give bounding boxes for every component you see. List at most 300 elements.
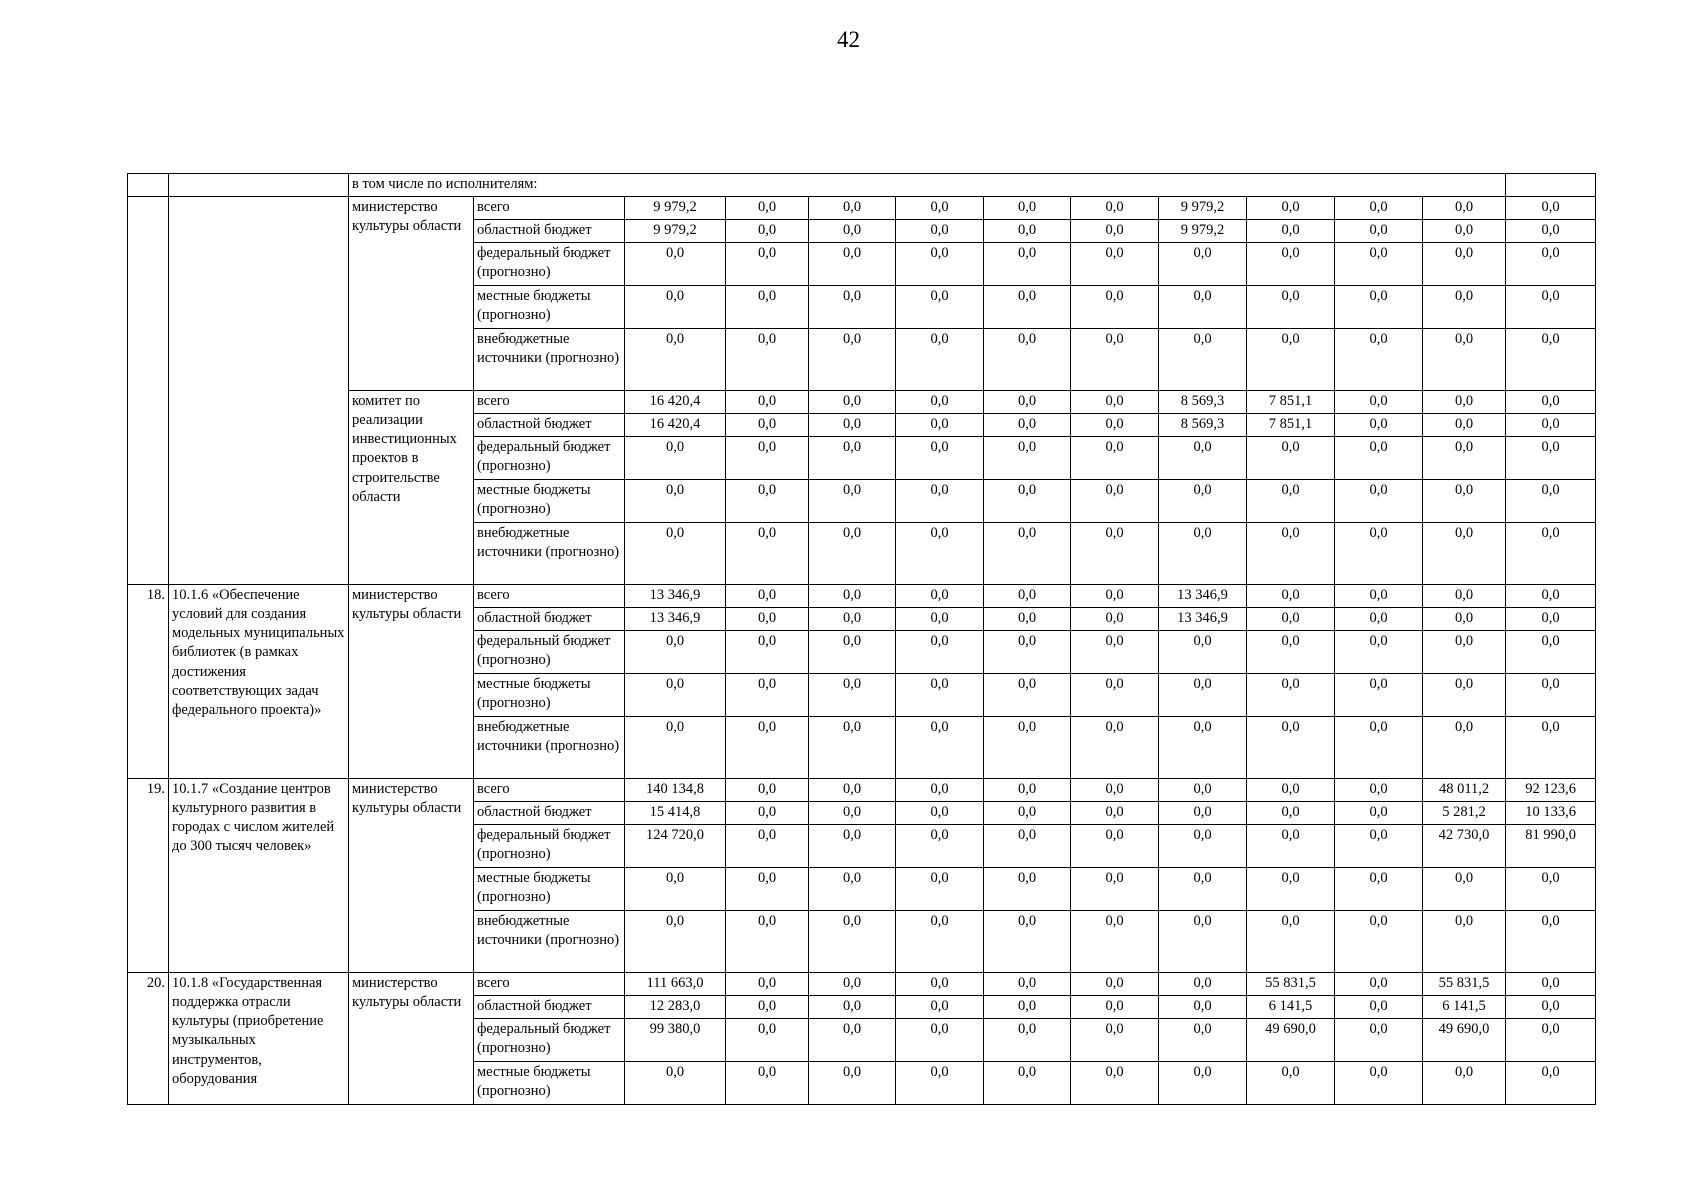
value-cell: 0,0 bbox=[1335, 437, 1423, 480]
source-cell: всего bbox=[474, 197, 625, 220]
value-cell: 0,0 bbox=[1335, 523, 1423, 585]
value-cell: 0,0 bbox=[1159, 996, 1247, 1019]
value-cell: 0,0 bbox=[1159, 674, 1247, 717]
value-cell: 0,0 bbox=[1247, 779, 1335, 802]
value-cell: 0,0 bbox=[726, 585, 809, 608]
value-cell: 0,0 bbox=[809, 911, 896, 973]
value-cell: 0,0 bbox=[809, 717, 896, 779]
event-cell: 10.1.6 «Обеспечение условий для создания модельных муниципальных библиотек (в рамках достижения соответствующих задач федерального проекта)» bbox=[169, 585, 349, 779]
source-cell: внебюджетные источники (прогнозно) bbox=[474, 717, 625, 779]
value-cell: 0,0 bbox=[984, 480, 1071, 523]
value-cell: 0,0 bbox=[984, 391, 1071, 414]
value-cell: 0,0 bbox=[1159, 437, 1247, 480]
value-cell: 0,0 bbox=[984, 197, 1071, 220]
source-cell: федеральный бюджет (прогнозно) bbox=[474, 631, 625, 674]
num-cell: 20. bbox=[128, 973, 169, 1105]
event-cell bbox=[169, 174, 349, 197]
value-cell: 0,0 bbox=[1247, 717, 1335, 779]
value-cell: 0,0 bbox=[1506, 480, 1596, 523]
value-cell: 0,0 bbox=[809, 631, 896, 674]
value-cell: 0,0 bbox=[1071, 437, 1159, 480]
table-row bbox=[128, 197, 1596, 220]
num-cell: 18. bbox=[128, 585, 169, 779]
value-cell: 55 831,5 bbox=[1423, 973, 1506, 996]
value-cell: 0,0 bbox=[896, 391, 984, 414]
value-cell: 0,0 bbox=[1506, 585, 1596, 608]
value-cell: 0,0 bbox=[1423, 523, 1506, 585]
value-cell: 0,0 bbox=[1247, 608, 1335, 631]
value-cell: 0,0 bbox=[1335, 480, 1423, 523]
value-cell: 0,0 bbox=[1071, 414, 1159, 437]
value-cell: 0,0 bbox=[1247, 197, 1335, 220]
value-cell: 0,0 bbox=[1159, 480, 1247, 523]
value-cell: 0,0 bbox=[1423, 220, 1506, 243]
value-cell: 0,0 bbox=[1071, 996, 1159, 1019]
value-cell: 0,0 bbox=[726, 973, 809, 996]
value-cell: 0,0 bbox=[809, 779, 896, 802]
source-cell: областной бюджет bbox=[474, 996, 625, 1019]
value-cell: 0,0 bbox=[1506, 437, 1596, 480]
value-cell: 0,0 bbox=[896, 1019, 984, 1062]
value-cell: 0,0 bbox=[726, 480, 809, 523]
value-cell: 0,0 bbox=[726, 802, 809, 825]
executor-cell: министерство культуры области bbox=[349, 197, 474, 391]
value-cell: 0,0 bbox=[1071, 286, 1159, 329]
value-cell: 0,0 bbox=[1071, 243, 1159, 286]
value-cell: 0,0 bbox=[1159, 523, 1247, 585]
value-cell: 0,0 bbox=[1423, 197, 1506, 220]
value-cell: 16 420,4 bbox=[625, 414, 726, 437]
value-cell: 0,0 bbox=[1335, 802, 1423, 825]
value-cell: 0,0 bbox=[1335, 329, 1423, 391]
value-cell: 0,0 bbox=[1423, 717, 1506, 779]
value-cell: 13 346,9 bbox=[625, 585, 726, 608]
value-cell: 9 979,2 bbox=[625, 220, 726, 243]
value-cell: 0,0 bbox=[1506, 243, 1596, 286]
value-cell: 0,0 bbox=[1506, 996, 1596, 1019]
value-cell: 0,0 bbox=[726, 391, 809, 414]
value-cell: 0,0 bbox=[625, 523, 726, 585]
value-cell: 0,0 bbox=[625, 437, 726, 480]
value-cell: 0,0 bbox=[896, 220, 984, 243]
value-cell: 0,0 bbox=[726, 911, 809, 973]
value-cell: 0,0 bbox=[896, 825, 984, 868]
executor-cell: министерство культуры области bbox=[349, 779, 474, 973]
value-cell: 0,0 bbox=[625, 329, 726, 391]
value-cell: 0,0 bbox=[809, 197, 896, 220]
source-cell: внебюджетные источники (прогнозно) bbox=[474, 911, 625, 973]
value-cell: 0,0 bbox=[1335, 631, 1423, 674]
value-cell: 0,0 bbox=[1423, 329, 1506, 391]
value-cell: 0,0 bbox=[896, 802, 984, 825]
value-cell: 0,0 bbox=[1335, 717, 1423, 779]
value-cell: 0,0 bbox=[1159, 779, 1247, 802]
num-cell bbox=[128, 197, 169, 585]
table-row bbox=[128, 779, 1596, 802]
value-cell: 0,0 bbox=[809, 585, 896, 608]
source-cell: внебюджетные источники (прогнозно) bbox=[474, 329, 625, 391]
value-cell: 0,0 bbox=[1071, 480, 1159, 523]
value-cell: 0,0 bbox=[1247, 286, 1335, 329]
value-cell: 0,0 bbox=[1159, 243, 1247, 286]
empty-cell bbox=[1506, 174, 1596, 197]
value-cell: 0,0 bbox=[625, 480, 726, 523]
value-cell: 0,0 bbox=[896, 717, 984, 779]
value-cell: 0,0 bbox=[1159, 717, 1247, 779]
value-cell: 0,0 bbox=[1071, 779, 1159, 802]
value-cell: 0,0 bbox=[726, 243, 809, 286]
value-cell: 0,0 bbox=[809, 286, 896, 329]
source-cell: всего bbox=[474, 585, 625, 608]
value-cell: 0,0 bbox=[984, 437, 1071, 480]
value-cell: 0,0 bbox=[1506, 1062, 1596, 1105]
table-row bbox=[128, 391, 1596, 414]
value-cell: 0,0 bbox=[809, 608, 896, 631]
value-cell: 0,0 bbox=[1423, 868, 1506, 911]
value-cell: 0,0 bbox=[809, 825, 896, 868]
table-row bbox=[128, 585, 1596, 608]
value-cell: 0,0 bbox=[896, 437, 984, 480]
value-cell: 0,0 bbox=[1071, 802, 1159, 825]
value-cell: 0,0 bbox=[896, 608, 984, 631]
value-cell: 0,0 bbox=[1423, 480, 1506, 523]
value-cell: 0,0 bbox=[984, 1062, 1071, 1105]
value-cell: 0,0 bbox=[726, 437, 809, 480]
value-cell: 111 663,0 bbox=[625, 973, 726, 996]
source-cell: федеральный бюджет (прогнозно) bbox=[474, 437, 625, 480]
value-cell: 0,0 bbox=[1247, 674, 1335, 717]
value-cell: 10 133,6 bbox=[1506, 802, 1596, 825]
source-cell: местные бюджеты (прогнозно) bbox=[474, 868, 625, 911]
value-cell: 0,0 bbox=[809, 802, 896, 825]
source-cell: областной бюджет bbox=[474, 414, 625, 437]
value-cell: 0,0 bbox=[625, 717, 726, 779]
value-cell: 42 730,0 bbox=[1423, 825, 1506, 868]
value-cell: 0,0 bbox=[1071, 631, 1159, 674]
value-cell: 0,0 bbox=[726, 286, 809, 329]
value-cell: 5 281,2 bbox=[1423, 802, 1506, 825]
value-cell: 0,0 bbox=[726, 825, 809, 868]
subheader-cell: в том числе по исполнителям: bbox=[349, 174, 1506, 197]
value-cell: 0,0 bbox=[1335, 779, 1423, 802]
executor-cell: министерство культуры области bbox=[349, 585, 474, 779]
value-cell: 0,0 bbox=[726, 779, 809, 802]
value-cell: 124 720,0 bbox=[625, 825, 726, 868]
value-cell: 0,0 bbox=[896, 480, 984, 523]
value-cell: 0,0 bbox=[1423, 243, 1506, 286]
value-cell: 0,0 bbox=[1247, 911, 1335, 973]
value-cell: 0,0 bbox=[896, 414, 984, 437]
value-cell: 0,0 bbox=[1159, 802, 1247, 825]
value-cell: 49 690,0 bbox=[1423, 1019, 1506, 1062]
value-cell: 0,0 bbox=[1247, 437, 1335, 480]
value-cell: 0,0 bbox=[1506, 717, 1596, 779]
source-cell: федеральный бюджет (прогнозно) bbox=[474, 243, 625, 286]
value-cell: 0,0 bbox=[984, 996, 1071, 1019]
value-cell: 0,0 bbox=[625, 286, 726, 329]
value-cell: 0,0 bbox=[625, 1062, 726, 1105]
value-cell: 0,0 bbox=[809, 674, 896, 717]
value-cell: 0,0 bbox=[809, 996, 896, 1019]
value-cell: 140 134,8 bbox=[625, 779, 726, 802]
value-cell: 0,0 bbox=[1423, 414, 1506, 437]
value-cell: 0,0 bbox=[726, 868, 809, 911]
source-cell: всего bbox=[474, 391, 625, 414]
value-cell: 0,0 bbox=[1071, 868, 1159, 911]
value-cell: 0,0 bbox=[1071, 329, 1159, 391]
value-cell: 8 569,3 bbox=[1159, 391, 1247, 414]
value-cell: 0,0 bbox=[1335, 608, 1423, 631]
value-cell: 92 123,6 bbox=[1506, 779, 1596, 802]
value-cell: 0,0 bbox=[984, 973, 1071, 996]
value-cell: 0,0 bbox=[896, 779, 984, 802]
value-cell: 0,0 bbox=[1071, 1062, 1159, 1105]
value-cell: 0,0 bbox=[1071, 220, 1159, 243]
value-cell: 0,0 bbox=[726, 674, 809, 717]
value-cell: 0,0 bbox=[1159, 1062, 1247, 1105]
value-cell: 0,0 bbox=[1506, 608, 1596, 631]
value-cell: 0,0 bbox=[1247, 585, 1335, 608]
source-cell: местные бюджеты (прогнозно) bbox=[474, 674, 625, 717]
value-cell: 0,0 bbox=[1247, 631, 1335, 674]
value-cell: 9 979,2 bbox=[625, 197, 726, 220]
value-cell: 0,0 bbox=[726, 197, 809, 220]
value-cell: 0,0 bbox=[1335, 414, 1423, 437]
value-cell: 0,0 bbox=[625, 243, 726, 286]
value-cell: 0,0 bbox=[1423, 286, 1506, 329]
value-cell: 0,0 bbox=[809, 243, 896, 286]
value-cell: 0,0 bbox=[984, 674, 1071, 717]
value-cell: 0,0 bbox=[1423, 608, 1506, 631]
source-cell: областной бюджет bbox=[474, 220, 625, 243]
value-cell: 0,0 bbox=[984, 220, 1071, 243]
value-cell: 0,0 bbox=[1335, 585, 1423, 608]
value-cell: 81 990,0 bbox=[1506, 825, 1596, 868]
value-cell: 9 979,2 bbox=[1159, 197, 1247, 220]
value-cell: 0,0 bbox=[1159, 1019, 1247, 1062]
source-cell: внебюджетные источники (прогнозно) bbox=[474, 523, 625, 585]
value-cell: 0,0 bbox=[1335, 1062, 1423, 1105]
budget-table bbox=[127, 173, 1596, 1105]
value-cell: 0,0 bbox=[1335, 911, 1423, 973]
value-cell: 0,0 bbox=[896, 585, 984, 608]
value-cell: 0,0 bbox=[726, 414, 809, 437]
value-cell: 0,0 bbox=[1071, 608, 1159, 631]
value-cell: 0,0 bbox=[984, 523, 1071, 585]
value-cell: 0,0 bbox=[1335, 868, 1423, 911]
value-cell: 0,0 bbox=[1247, 220, 1335, 243]
value-cell: 0,0 bbox=[984, 243, 1071, 286]
value-cell: 0,0 bbox=[896, 523, 984, 585]
value-cell: 0,0 bbox=[1071, 973, 1159, 996]
value-cell: 49 690,0 bbox=[1247, 1019, 1335, 1062]
value-cell: 0,0 bbox=[896, 631, 984, 674]
value-cell: 0,0 bbox=[1335, 286, 1423, 329]
value-cell: 0,0 bbox=[809, 220, 896, 243]
value-cell: 0,0 bbox=[809, 1019, 896, 1062]
value-cell: 0,0 bbox=[625, 911, 726, 973]
value-cell: 0,0 bbox=[1247, 243, 1335, 286]
value-cell: 0,0 bbox=[896, 197, 984, 220]
value-cell: 0,0 bbox=[896, 329, 984, 391]
value-cell: 0,0 bbox=[726, 1062, 809, 1105]
value-cell: 0,0 bbox=[1506, 911, 1596, 973]
num-cell: 19. bbox=[128, 779, 169, 973]
value-cell: 0,0 bbox=[625, 674, 726, 717]
value-cell: 0,0 bbox=[726, 523, 809, 585]
value-cell: 0,0 bbox=[984, 329, 1071, 391]
subheader-row bbox=[128, 174, 1596, 197]
value-cell: 13 346,9 bbox=[1159, 585, 1247, 608]
source-cell: местные бюджеты (прогнозно) bbox=[474, 480, 625, 523]
value-cell: 0,0 bbox=[1247, 802, 1335, 825]
value-cell: 8 569,3 bbox=[1159, 414, 1247, 437]
value-cell: 0,0 bbox=[1247, 825, 1335, 868]
value-cell: 0,0 bbox=[896, 973, 984, 996]
value-cell: 0,0 bbox=[726, 996, 809, 1019]
value-cell: 0,0 bbox=[1071, 674, 1159, 717]
table-row bbox=[128, 973, 1596, 996]
value-cell: 0,0 bbox=[984, 1019, 1071, 1062]
value-cell: 0,0 bbox=[1506, 197, 1596, 220]
value-cell: 0,0 bbox=[809, 1062, 896, 1105]
value-cell: 0,0 bbox=[1335, 391, 1423, 414]
value-cell: 13 346,9 bbox=[1159, 608, 1247, 631]
value-cell: 0,0 bbox=[1335, 220, 1423, 243]
value-cell: 0,0 bbox=[984, 585, 1071, 608]
value-cell: 0,0 bbox=[1335, 996, 1423, 1019]
value-cell: 0,0 bbox=[726, 717, 809, 779]
value-cell: 13 346,9 bbox=[625, 608, 726, 631]
value-cell: 0,0 bbox=[726, 1019, 809, 1062]
value-cell: 12 283,0 bbox=[625, 996, 726, 1019]
value-cell: 0,0 bbox=[984, 802, 1071, 825]
value-cell: 0,0 bbox=[1159, 973, 1247, 996]
source-cell: местные бюджеты (прогнозно) bbox=[474, 286, 625, 329]
value-cell: 0,0 bbox=[1423, 585, 1506, 608]
event-cell: 10.1.7 «Создание центров культурного развития в городах с числом жителей до 300 тысяч человек» bbox=[169, 779, 349, 973]
value-cell: 0,0 bbox=[984, 911, 1071, 973]
value-cell: 0,0 bbox=[625, 631, 726, 674]
value-cell: 0,0 bbox=[1159, 329, 1247, 391]
source-cell: всего bbox=[474, 779, 625, 802]
value-cell: 0,0 bbox=[1159, 631, 1247, 674]
value-cell: 0,0 bbox=[809, 414, 896, 437]
value-cell: 0,0 bbox=[1335, 674, 1423, 717]
value-cell: 0,0 bbox=[1335, 243, 1423, 286]
value-cell: 0,0 bbox=[1423, 911, 1506, 973]
value-cell: 0,0 bbox=[1506, 329, 1596, 391]
source-cell: местные бюджеты (прогнозно) bbox=[474, 1062, 625, 1105]
value-cell: 0,0 bbox=[1159, 825, 1247, 868]
value-cell: 0,0 bbox=[1071, 585, 1159, 608]
value-cell: 0,0 bbox=[984, 779, 1071, 802]
value-cell: 0,0 bbox=[1247, 480, 1335, 523]
source-cell: всего bbox=[474, 973, 625, 996]
value-cell: 0,0 bbox=[1247, 1062, 1335, 1105]
value-cell: 0,0 bbox=[625, 868, 726, 911]
value-cell: 0,0 bbox=[984, 631, 1071, 674]
value-cell: 0,0 bbox=[1506, 631, 1596, 674]
value-cell: 0,0 bbox=[809, 391, 896, 414]
value-cell: 0,0 bbox=[1506, 973, 1596, 996]
value-cell: 0,0 bbox=[726, 608, 809, 631]
value-cell: 0,0 bbox=[1506, 523, 1596, 585]
source-cell: федеральный бюджет (прогнозно) bbox=[474, 1019, 625, 1062]
value-cell: 16 420,4 bbox=[625, 391, 726, 414]
value-cell: 0,0 bbox=[984, 825, 1071, 868]
value-cell: 0,0 bbox=[809, 868, 896, 911]
value-cell: 0,0 bbox=[1159, 868, 1247, 911]
value-cell: 9 979,2 bbox=[1159, 220, 1247, 243]
value-cell: 0,0 bbox=[1071, 825, 1159, 868]
value-cell: 0,0 bbox=[984, 414, 1071, 437]
value-cell: 6 141,5 bbox=[1247, 996, 1335, 1019]
value-cell: 15 414,8 bbox=[625, 802, 726, 825]
source-cell: областной бюджет bbox=[474, 608, 625, 631]
value-cell: 7 851,1 bbox=[1247, 391, 1335, 414]
value-cell: 0,0 bbox=[1159, 911, 1247, 973]
value-cell: 0,0 bbox=[726, 220, 809, 243]
value-cell: 0,0 bbox=[896, 243, 984, 286]
value-cell: 0,0 bbox=[1071, 717, 1159, 779]
value-cell: 0,0 bbox=[984, 717, 1071, 779]
value-cell: 0,0 bbox=[1335, 973, 1423, 996]
value-cell: 0,0 bbox=[726, 631, 809, 674]
value-cell: 0,0 bbox=[1423, 437, 1506, 480]
value-cell: 0,0 bbox=[1506, 674, 1596, 717]
value-cell: 0,0 bbox=[1247, 329, 1335, 391]
value-cell: 0,0 bbox=[1335, 825, 1423, 868]
value-cell: 55 831,5 bbox=[1247, 973, 1335, 996]
value-cell: 0,0 bbox=[1071, 523, 1159, 585]
num-cell bbox=[128, 174, 169, 197]
source-cell: областной бюджет bbox=[474, 802, 625, 825]
value-cell: 0,0 bbox=[1506, 414, 1596, 437]
value-cell: 0,0 bbox=[1335, 197, 1423, 220]
value-cell: 0,0 bbox=[984, 868, 1071, 911]
page-number: 42 bbox=[837, 27, 860, 52]
value-cell: 0,0 bbox=[809, 437, 896, 480]
executor-cell: министерство культуры области bbox=[349, 973, 474, 1105]
value-cell: 6 141,5 bbox=[1423, 996, 1506, 1019]
value-cell: 0,0 bbox=[1335, 1019, 1423, 1062]
value-cell: 99 380,0 bbox=[625, 1019, 726, 1062]
value-cell: 0,0 bbox=[1159, 286, 1247, 329]
value-cell: 0,0 bbox=[896, 996, 984, 1019]
value-cell: 0,0 bbox=[896, 286, 984, 329]
value-cell: 0,0 bbox=[1506, 220, 1596, 243]
value-cell: 0,0 bbox=[1506, 286, 1596, 329]
value-cell: 0,0 bbox=[896, 1062, 984, 1105]
executor-cell: комитет по реализации инвестиционных проектов в строительстве области bbox=[349, 391, 474, 585]
event-cell: 10.1.8 «Государственная поддержка отрасли культуры (приобретение музыкальных инструментов, оборудования bbox=[169, 973, 349, 1105]
value-cell: 0,0 bbox=[1247, 868, 1335, 911]
value-cell: 0,0 bbox=[1071, 391, 1159, 414]
value-cell: 0,0 bbox=[1506, 1019, 1596, 1062]
value-cell: 0,0 bbox=[984, 608, 1071, 631]
value-cell: 0,0 bbox=[1071, 197, 1159, 220]
value-cell: 0,0 bbox=[809, 973, 896, 996]
value-cell: 0,0 bbox=[726, 329, 809, 391]
value-cell: 0,0 bbox=[1506, 868, 1596, 911]
value-cell: 0,0 bbox=[1247, 523, 1335, 585]
value-cell: 0,0 bbox=[1423, 674, 1506, 717]
value-cell: 0,0 bbox=[1071, 1019, 1159, 1062]
value-cell: 48 011,2 bbox=[1423, 779, 1506, 802]
value-cell: 7 851,1 bbox=[1247, 414, 1335, 437]
value-cell: 0,0 bbox=[896, 868, 984, 911]
